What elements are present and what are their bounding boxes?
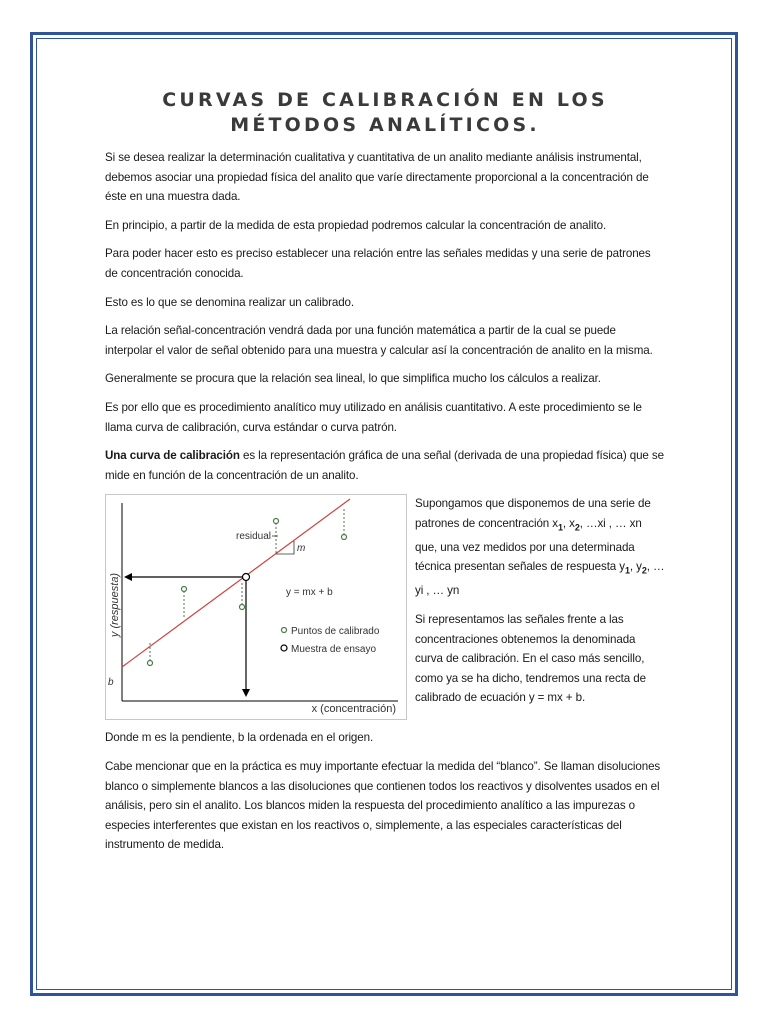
arrow-head-down (242, 689, 250, 697)
side-y: y (619, 560, 625, 574)
paragraph-1: Si se desea realizar la determinación cualitativa y cuantitativa de un analito mediante análisis instrumental, debemos asociar una propiedad física del analito que varíe directamente proporcional a la concentración de éste en una muestra dada. (105, 151, 649, 204)
legend-sample-marker (281, 645, 287, 651)
paragraph-4: Esto es lo que se denomina realizar un calibrado. (105, 295, 355, 309)
side-x1-sub: 1 (557, 522, 563, 533)
calibration-diagram (106, 495, 406, 719)
calibration-point-3 (240, 605, 245, 610)
side-text-a: Supongamos que disponemos de una serie de patrones de concentración (415, 497, 651, 530)
side-x2-sub: 2 (574, 522, 580, 533)
paragraph-6: Generalmente se procura que la relación sea lineal, lo que simplifica mucho los cálculos a realizar. (105, 372, 601, 386)
calibration-point-4 (274, 519, 279, 524)
legend-calibration-marker (282, 628, 287, 633)
after-figure-paragraph-1: Donde m es la pendiente, b la ordenada en el origen. (105, 731, 374, 745)
calibration-point-5 (342, 535, 347, 540)
side-sep2: , y (629, 560, 642, 574)
calibration-point-1 (148, 661, 153, 666)
equation-label: y = mx + b (286, 587, 333, 599)
paragraph-5: La relación señal-concentración vendrá dada por una función matemática a partir de la cual se puede interpolar el valor de señal obtenido para una muestra y calcular así la concentración de analito en la misma. (105, 324, 653, 357)
side-y1-sub: 1 (624, 565, 630, 576)
side-x: x (552, 516, 558, 530)
side-text-b: , …xi , … xn que, una vez medidos por una determinada técnica presentan señales de respuesta (415, 516, 642, 574)
y-axis-label: y (respuesta) (109, 573, 121, 638)
document-body (105, 88, 665, 864)
definition-term: Una curva de calibración (105, 449, 240, 463)
calibration-line (122, 499, 350, 667)
calibration-point-2 (182, 587, 187, 592)
intercept-label: b (108, 677, 114, 689)
side-text-c: , … yi , … yn (415, 560, 665, 598)
side-paragraph-1 (415, 494, 665, 601)
paragraph-3: Para poder hacer esto es preciso establecer una relación entre las señales medidas y una serie de patrones de concentración conocida. (105, 247, 651, 280)
arrow-head-left (124, 573, 132, 581)
legend-sample-label: Muestra de ensayo (291, 644, 377, 656)
after-figure-paragraph-2: Cabe mencionar que en la práctica es muy importante efectuar la medida del “blanco”. Se llaman disoluciones blanco o simplemente blancos a las disoluciones que contienen todos los reactivos y disolventes usados en el análisis, pero sin el analito. Los blancos miden la respuesta del procedimiento analítico a las impurezas o especies interferentes que existan en los reactivos o, simplemente, a las especiales características del instrumento de medida. (105, 759, 661, 852)
paragraph-7: Es por ello que es procedimiento analítico muy utilizado en análisis cuantitativo. A este procedimiento se le llama curva de calibración, curva estándar o curva patrón. (105, 400, 642, 434)
calibration-figure (105, 494, 407, 720)
definition-paragraph (105, 446, 665, 485)
legend-calibration-label: Puntos de calibrado (291, 626, 380, 638)
document-title: CURVAS DE CALIBRACIÓN EN LOS MÉTODOS ANALÍTICOS. (162, 89, 608, 136)
side-sep1: , x (562, 516, 575, 530)
x-axis-label: x (concentración) (311, 703, 396, 716)
figure-row (105, 494, 665, 720)
sample-point (243, 574, 250, 581)
side-paragraph-2: Si representamos las señales frente a las concentraciones obtenemos la denominada curva de calibración. En el caso más sencillo, como ya se ha dicho, tendremos una recta de calibrado de ecuación y = mx + b. (415, 612, 646, 705)
residual-label: residual (236, 531, 272, 543)
slope-label: m (297, 543, 306, 555)
definition-text: es la representación gráfica de una señal (derivada de una propiedad física) que se mide en función de la concentración de un analito. (105, 449, 664, 482)
side-y2-sub: 2 (641, 565, 647, 576)
paragraph-2: En principio, a partir de la medida de esta propiedad podremos calcular la concentración de analito. (105, 218, 607, 232)
figure-side-text (415, 494, 665, 717)
